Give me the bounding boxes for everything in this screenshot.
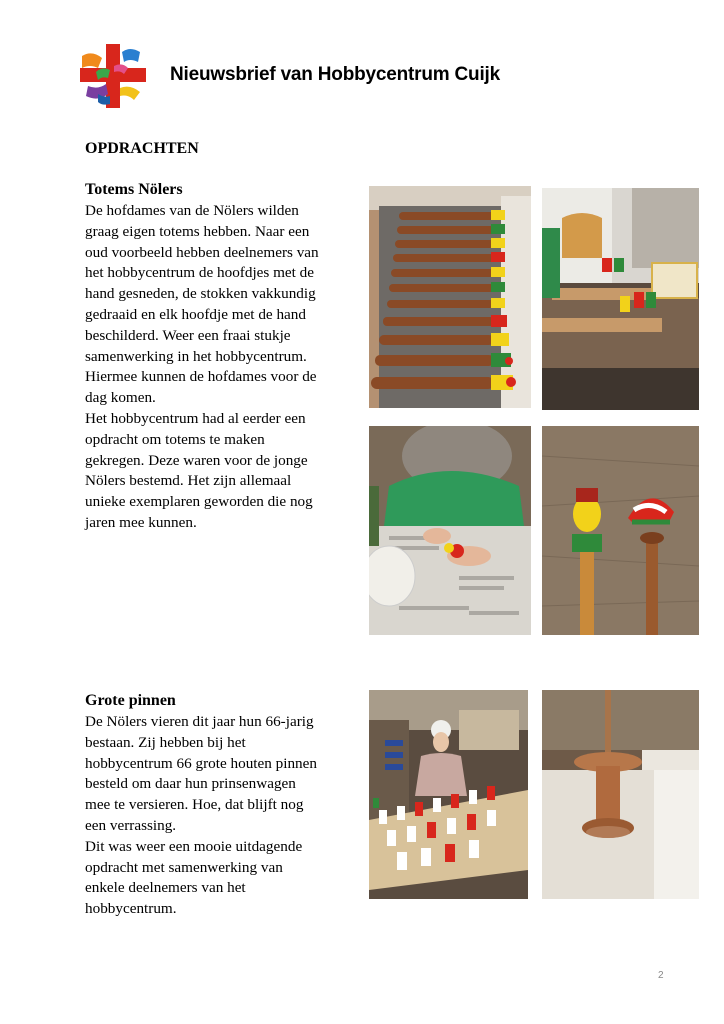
page-number: 2 [658, 970, 664, 981]
photo-wooden-pin [542, 690, 699, 899]
photo-painting-head [369, 426, 531, 635]
photo-two-totems [542, 426, 699, 635]
hands-cross-logo-icon [78, 42, 148, 110]
section-heading: OPDRACHTEN [85, 140, 199, 157]
newsletter-title: Nieuwsbrief van Hobbycentrum Cuijk [170, 64, 500, 85]
article-title-pinnen: Grote pinnen [85, 692, 176, 709]
photo-woman-pins [369, 690, 528, 899]
article-title-totems: Totems Nölers [85, 181, 183, 198]
photo-workshop-table [542, 188, 699, 410]
photo-totems-row [369, 186, 531, 408]
article-body-pinnen: De Nölers vieren dit jaar hun 66-jarig bestaan. Zij hebben bij het hobbycentrum 66 grote houten pinnen besteld om daar hun prinsenwagen mee te versieren. Hoe, dat blijft nog een verrassing. Dit was weer een mooie uitdagende opdracht met samenwerking van enkele deelnemers van het hobbycentrum. [85, 713, 317, 918]
article-body-totems: De hofdames van de Nölers wilden graag eigen totems hebben. Naar een oud voorbeeld hebben deelnemers van het hobbycentrum de hoofdjes met de hand gesneden, de stokken vakkundig gedraaid en elk hoofdje met de hand beschilderd. Weer een fraai stukje samenwerking in het hobbycentrum. Hiermee kunnen de hofdames voor de dag komen. Het hobbycentrum had al eerder een opdracht om totems te maken gekregen. Deze waren voor de jonge Nölers bestemd. Het zijn allemaal unieke exemplaren geworden die nog jaren mee kunnen. [85, 202, 319, 531]
